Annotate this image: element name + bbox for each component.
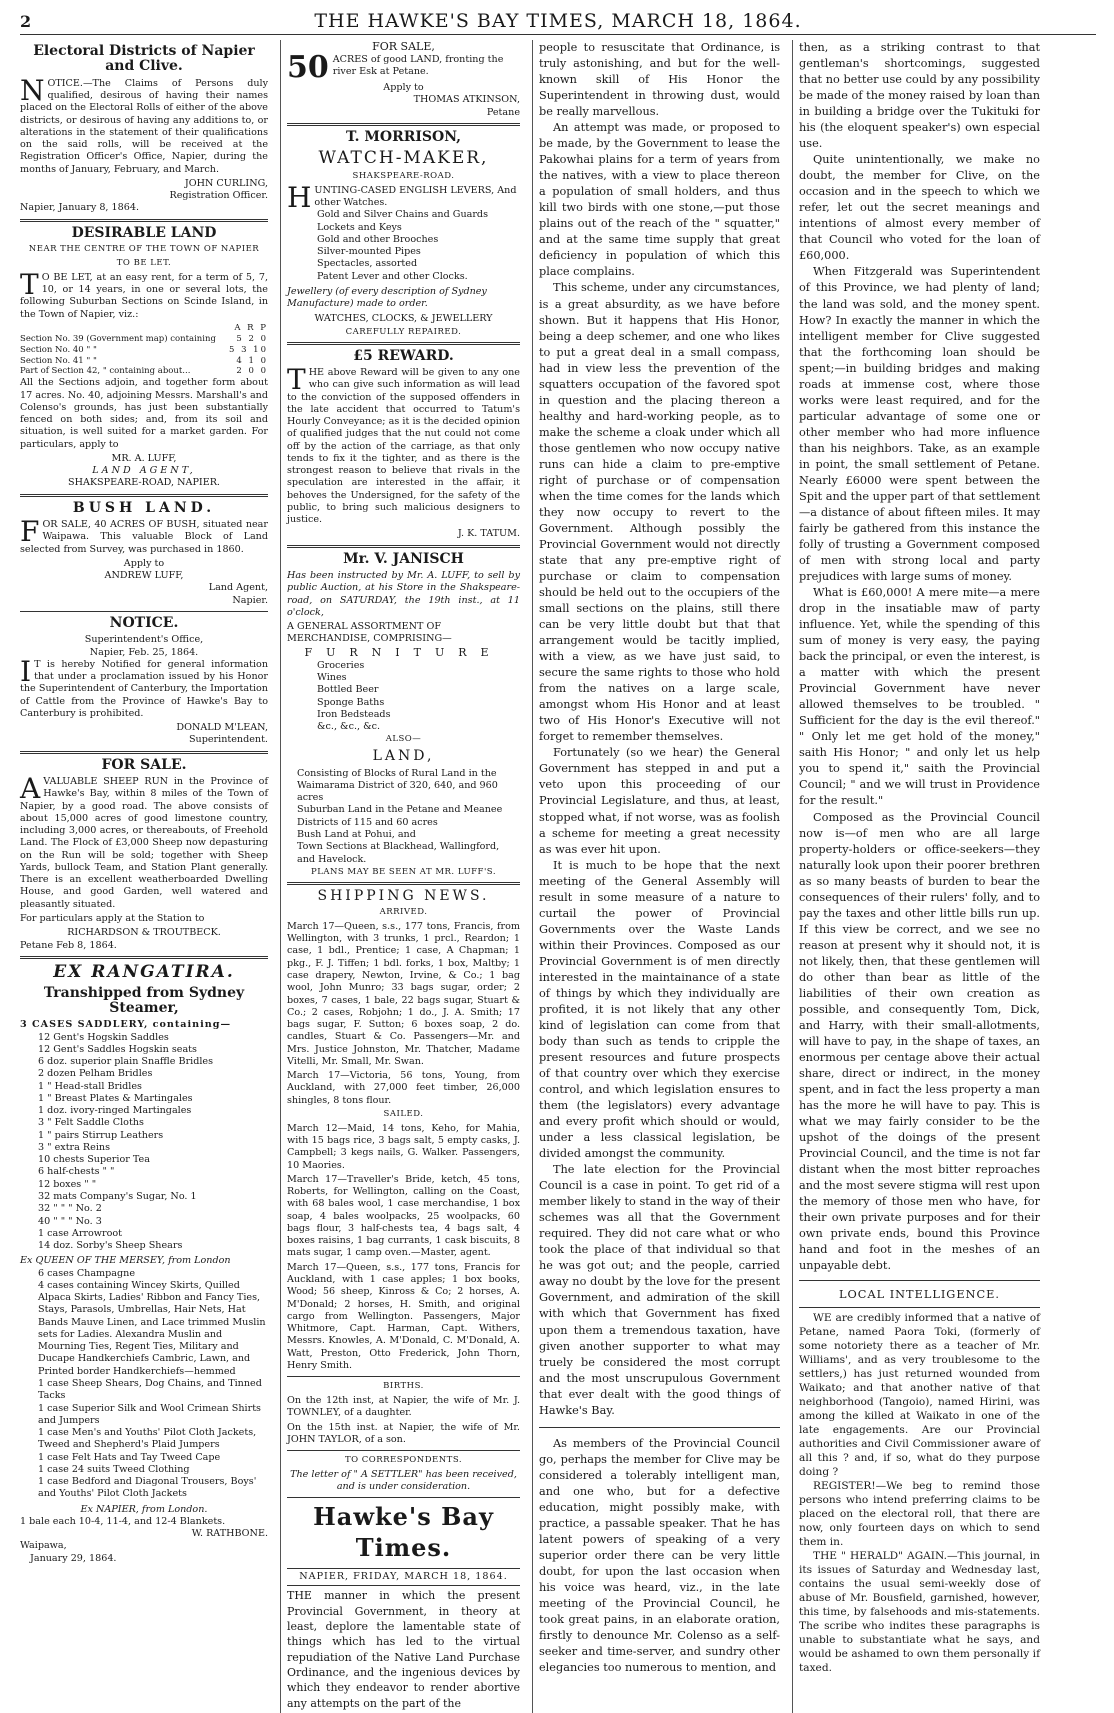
notice-signer: DONALD M'LEAN, xyxy=(176,722,268,734)
column-2 xyxy=(280,40,520,1713)
divider xyxy=(287,1376,520,1377)
goods-item: Bottled Beer xyxy=(317,684,379,696)
list-item: 14 doz. Sorby's Sheep Shears xyxy=(38,1240,183,1252)
morrison-line: Silver-mounted Pipes xyxy=(317,246,421,258)
section-label: Section No. 40 " " xyxy=(20,344,97,355)
list-item: 12 boxes " " xyxy=(38,1178,97,1190)
list-item: 1 " Head-stall Bridles xyxy=(38,1080,142,1092)
rangatira-lead: 3 CASES SADDLERY, containing— xyxy=(20,1019,232,1031)
list-item: 1 case 24 suits Tweed Clothing xyxy=(38,1463,190,1475)
forsale-body2: For particulars apply at the Station to xyxy=(20,913,205,925)
desirable-sub2: TO BE LET. xyxy=(116,257,172,268)
morrison-line: Lockets and Keys xyxy=(317,221,402,233)
agent-name: MR. A. LUFF, xyxy=(111,452,177,464)
shipping-entry: March 12—Maid, 14 tons, Keho, for Mahia, with 15 bags rice, 3 bags salt, 5 empty casks, J. Campbell; 3 kegs nails, G. Walker. Passengers, 10 Maories. xyxy=(287,1122,520,1171)
section-value: 4 1 0 xyxy=(236,355,268,366)
shipping-entry: March 17—Traveller's Bride, ketch, 45 tons, Roberts, for Wellington, calling on the Coast, with 68 bales wool, 1 case merchandise, 1 box soap, 4 bales woolpacks, 25 woolpacks, 60 bags flour, 3 half-chests tea, 4 bags salt, 4 boxes raisins, 1 bag currants, 1 cask biscuits, 8 mats sugar, 1 camp oven.—Master, agent. xyxy=(287,1173,520,1259)
divider xyxy=(287,1568,520,1569)
sections-table xyxy=(20,323,268,377)
divider xyxy=(287,1585,520,1586)
editorial-paragraph: An attempt was made, or proposed to be made, by the Government to lease the Pakowhai plains for a term of years from the natives, with a view to place thereon a population of small holders, and thus kill two birds with one stone,—put those plains out of the reach of the " squatter," and at the same time supply that great deficiency in population of which this place complains. xyxy=(539,121,780,279)
list-item: 32 " " " No. 2 xyxy=(38,1203,102,1215)
land-line: Suburban Land in the Petane and Meanee Districts of 115 and 60 acres xyxy=(297,804,503,828)
desirable-body2: All the Sections adjoin, and together form about 17 acres. No. 40, adjoining Messrs. Marshall's and Colenso's grounds, has just been substantially fenced on both sides; and, from its soil and situation, is well suited for a market garden. For particulars, apply to xyxy=(20,377,268,450)
furniture-label: FURNITURE xyxy=(304,645,503,659)
editorial-paragraph: It is much to be hope that the next meeting of the General Assembly will result in some measure of a nature to curtail the power of Provincial Governments over the Waste Lands within their Provinces. Composed as our Provincial Government is of men directly interested in the maintainance of a state of things by which they individually are profited, it is not likely that any other kind of legislation can come from that body than such as tends to cripple the present resources and future prospects of that country over which they exercise control, and which legislation ensures to them (the legislators) every advantage and every profit which should or would, under a less classical legislation, be divided amongst the community. xyxy=(539,858,780,1161)
morrison-repair: WATCHES, CLOCKS, & JEWELLERY xyxy=(314,313,493,325)
divider xyxy=(287,882,520,885)
rathbone-place: Waipawa, xyxy=(20,1540,67,1552)
agent-role: LAND AGENT, xyxy=(92,465,196,477)
section-label: Section No. 39 (Government map) containing xyxy=(20,333,216,344)
land-label: LAND, xyxy=(372,748,435,765)
list-item: 12 Gent's Saddles Hogskin seats xyxy=(38,1043,197,1055)
list-item: 1 case Felt Hats and Tay Tweed Cape xyxy=(38,1451,221,1463)
forsale2-body: ACRES of good LAND, fronting the river Esk at Petane. xyxy=(332,54,504,78)
bush-apply: Apply to xyxy=(123,557,165,569)
list-item: 6 half-chests " " xyxy=(38,1166,115,1178)
list-item: 2 dozen Pelham Bridles xyxy=(38,1068,153,1080)
local-paragraph: REGISTER!—We beg to remind those persons who intend preferring claims to be placed on the electoral roll, that there are now, only fourteen days on which to send them in. xyxy=(799,1480,1040,1548)
mersey-lead: Ex QUEEN OF THE MERSEY, from London xyxy=(20,1255,231,1267)
forsale2-name: THOMAS ATKINSON, xyxy=(413,94,520,106)
local-paragraph: THE " HERALD" AGAIN.—This journal, in its issues of Saturday and Wednesday last, contains the usual semi-weekly dose of abuse of Mr. Bousfield, garnished, however, this time, by falsehoods and mis-statements. The scribe who indites these paragraphs is unable to substantiate what he says, and would be ashamed to own them personally if taxed. xyxy=(799,1549,1040,1674)
desirable-body: TO BE LET, at an easy rent, for a term of 5, 7, 10, or 14 years, in one or several lots, the following Suburban Sections on Scinde Island, in the Town of Napier, viz.: xyxy=(20,267,268,320)
births-heading: BIRTHS. xyxy=(383,1381,424,1392)
divider xyxy=(20,956,268,959)
divider xyxy=(539,1427,780,1428)
divider xyxy=(20,611,268,612)
editorial-paragraph: people to resuscitate that Ordinance, is truly astonishing, and but for the well-known skill of His Honor the Superintendent in throwing dust, would be really marvellous. xyxy=(539,41,780,119)
land-line: Consisting of Blocks of Rural Land in the Waimarama District of 320, 640, and 960 acres xyxy=(297,767,498,804)
acres-number: 50 xyxy=(287,50,329,86)
electoral-date: Napier, January 8, 1864. xyxy=(20,202,139,214)
local-heading: LOCAL INTELLIGENCE. xyxy=(839,1288,1000,1302)
birth-entry: On the 12th inst, at Napier, the wife of Mr. J. TOWNLEY, of a daughter. xyxy=(287,1394,520,1419)
divider xyxy=(799,1307,1040,1308)
list-item: 10 chests Superior Tea xyxy=(38,1154,150,1166)
forsale2-apply: Apply to xyxy=(383,82,424,94)
list-item: 4 cases containing Wincey Skirts, Quilled Alpaca Skirts, Ladies' Ribbon and Fancy Ties, Stays, Parasols, Umbrellas, Hair Nets, Hat Bands Mauve Linen, and Lace trimmed Muslin sets for Ladies. Alexandra Muslin and Mourning Ties, Regent Ties, Military and Ducape Handkerchiefs Cambric, Lawn, and Printed border Handkerchiefs—hemmed xyxy=(38,1279,266,1377)
table-row xyxy=(20,356,268,367)
column-1 xyxy=(20,40,268,1713)
list-item: 1 case Superior Silk and Wool Crimean Shirts and Jumpers xyxy=(38,1402,261,1426)
list-item: 1 case Men's and Youths' Pilot Cloth Jackets, Tweed and Shepherd's Plaid Jumpers xyxy=(38,1427,257,1451)
list-item: 3 " Felt Saddle Cloths xyxy=(38,1117,144,1129)
desirable-heading: DESIRABLE LAND xyxy=(71,224,217,241)
janisch-intro: Has been instructed by Mr. A. LUFF, to sell by public Auction, at his Store in the Shakspeare-road, on SATURDAY, the 19th inst., at 11 o'clock, xyxy=(287,570,520,618)
land-line: Town Sections at Blackhead, Wallingford, and Havelock. xyxy=(297,841,500,865)
goods-item: &c., &c., &c. xyxy=(317,721,381,733)
notice-body: IT is hereby Notified for general information that under a proclamation issued by his Honor the Superintendent of Canterbury, the Importation of Cattle from the Province of Hawke's Bay to Canterbury is prohibited. xyxy=(20,654,268,719)
bush-heading: BUSH LAND. xyxy=(72,499,216,516)
bush-role: Land Agent, xyxy=(208,582,268,594)
editorial-dateline: NAPIER, FRIDAY, MARCH 18, 1864. xyxy=(299,1570,508,1582)
napier-item: 1 bale each 10-4, 11-4, and 12-4 Blankets. xyxy=(20,1515,226,1527)
list-item: 1 doz. ivory-ringed Martingales xyxy=(38,1105,192,1117)
column-3 xyxy=(532,40,780,1713)
morrison-trade: WATCH-MAKER, xyxy=(318,148,489,169)
editorial-paragraph: When Fitzgerald was Superintendent of this Province, we had plenty of land; the land was sold, and the money spent. How? In exactly the manner in which the intelligent member for Clive suggested that the forthcoming loan should be spent;—in building bridges and making roads at immense cost, where those works were least required, and for the particular advantage of some one or other member who had more influence than his neighbors. Take, as an example in point, the small settlement of Petane. Nearly £6000 were spent between the Spit and the upper part of that settlement—a distance of about fifteen miles. It may fairly be gathered from this instance the folly of trusting a Government composed of men with strong local and party prejudices with large sums of money. xyxy=(799,265,1040,584)
mersey-items xyxy=(20,1268,268,1501)
local-paragraph: WE are credibly informed that a native of Petane, named Paora Toki, (formerly of some notoriety there as a teacher of Mr. Williams', and as very troublesome to the settlers,) has just returned wounded from Waikato; and that another native of that neighborhood (Tangoio), named Hirini, was among the killed at Waikato in one of the late engagements. Are our Provincial authorities and Civil Commissioner aware of all this ? and, if so, what do they purpose doing ? xyxy=(799,1312,1040,1479)
morrison-note: Jewellery (of every description of Sydney Manufacture) made to order. xyxy=(287,285,487,310)
shipping-entry: March 17—Queen, s.s., 177 tons, Francis, from Wellington, with 3 trunks, 1 prcl., Reardon; 1 case, 1 bdl., Prentice; 1 case, A Chapman; 1 pkg., F. J. Tiffen; 1 bdl. forks, 1 box, Maltby; 1 case drapery, Newton, Irvine, & Co.; 1 bag wool, John Munro; 33 bags sugar, order; 2 boxes, 7 cases, 1 bale, 22 bags sugar, Stuart & Co.; 2 cases, Robjohn; 1 do., J. A. Smith; 17 bags sugar, F. Sutton; 6 boxes soap, 2 do. candles, Stuart & Co. Passengers—Mr. and Mrs. Justice Johnston, Mr. Thatcher, Madame Vitelli, Mr. Small, Mr. Swan. xyxy=(287,920,520,1067)
divider xyxy=(20,751,268,754)
land-line: Bush Land at Pohui, and xyxy=(297,828,416,840)
divider xyxy=(20,219,268,222)
list-item: 1 " Breast Plates & Martingales xyxy=(38,1092,193,1104)
forsale-body: AVALUABLE SHEEP RUN in the Province of Hawke's Bay, within 8 miles of the Town of Napier, by a good road. The above consists of about 15,000 acres of good limestone country, including 3,000 acres, or thereabouts, of Freehold Land. The Flock of £3,000 Sheep now depasturing on the Run will be sold; together with Sheep Yards, bullock Team, and Station Plant generally. There is an excellent weatherboarded Dwelling House, and good Garden, well watered and pleasantly situated. xyxy=(20,772,268,910)
shipping-entry: March 17—Queen, s.s., 177 tons, Francis for Auckland, with 1 case apples; 1 box books, Wood; 56 sheep, Kinross & Co; 2 horses, A. M'Donald; 2 horses, H. Smith, and original cargo from Wellington. Passengers, Major Whitmore, Capt. Harman, Capt. Withers, Messrs. Knowles, A. M'Donald, C. M'Donald, A. Watt, Preston, Otto Frederick, John Thorn, Henry Smith. xyxy=(287,1261,520,1371)
divider xyxy=(20,494,268,497)
sailed-label: SAILED. xyxy=(383,1108,424,1119)
editorial-paragraph: then, as a striking contrast to that gentleman's shortcomings, suggested that no better use could by any possibility be made of the money raised by loan than in building a bridge over the Tukituki for his (the eloquent speaker's) own especial use. xyxy=(799,41,1040,151)
morrison-line: Gold and Silver Chains and Guards xyxy=(317,209,488,221)
electoral-notice: NOTICE.—The Claims of Persons duly qualified, desirous of having their names placed on the Electoral Rolls of either of the above districts, or desirous of having any additions to, or alterations in the statement of their qualifications on the said rolls, will be received at the Registration Officer's Office, Napier, during the months of January, February, and March. xyxy=(20,73,268,175)
goods-item: Iron Bedsteads xyxy=(317,708,391,720)
correspondents-body: The letter of " A SETTLER" has been received, and is under consideration. xyxy=(290,1468,517,1493)
editorial-paragraph: As members of the Provincial Council go, perhaps the member for Clive may be considered a tolerably intelligent man, and one who, but for a defective education, might possibly make, with practice, a passable speaker. That he has latent powers of speaking of a very superior order there can be very little doubt, for upon the last occasion when his voice was heard, viz., in the late meeting of the Provincial Council, he took great pains, in an elaborate oration, firstly to denounce Mr. Colenso as a self-seeker and time-server, and sundry other elegancies too numerous to mention, and xyxy=(539,1436,780,1675)
rangatira-subheading: Transhipped from Sydney Steamer, xyxy=(43,984,245,1016)
napier-lead: Ex NAPIER, from London. xyxy=(80,1503,208,1515)
divider xyxy=(287,1497,520,1498)
rangatira-heading: EX RANGATIRA. xyxy=(53,961,235,982)
units-header: A R P xyxy=(234,322,268,333)
list-item: 6 doz. superior plain Snaffle Bridles xyxy=(38,1056,214,1068)
section-label: Part of Section 42, " containing about... xyxy=(20,366,191,377)
janisch-heading: Mr. V. JANISCH xyxy=(343,550,464,567)
morrison-line: Spectacles, assorted xyxy=(317,258,418,270)
divider xyxy=(287,123,520,126)
rangatira-items xyxy=(20,1032,268,1253)
morrison-line: Gold and other Brooches xyxy=(317,233,439,245)
list-item: 3 " extra Reins xyxy=(38,1141,110,1153)
editorial-paragraph: What is £60,000! A mere mite—a mere drop in the insatiable maw of party influence. Yet, while the spending of this sum of money is very easy, the paying back the principal, or even the interest, is a matter with which the present Provincial Government have never allowed themselves to be troubled. " Sufficient for the day is the evil thereof." " Only let me get hold of the money," saith His Honor; " and only let us help you to spend it," saith the Provincial Council; " and we will trust in Providence for the result." xyxy=(799,586,1040,808)
goods-item: Wines xyxy=(317,672,347,684)
bush-body: FOR SALE, 40 ACRES OF BUSH, situated near Waipawa. This valuable Block of Land selected from Survey, was purchased in 1860. xyxy=(20,515,268,555)
plans-note: PLANS MAY BE SEEN AT MR. LUFF'S. xyxy=(310,866,497,877)
forsale2-heading: FOR SALE, xyxy=(372,40,435,53)
editorial-masthead: Hawke's Bay Times. xyxy=(313,1502,494,1563)
notice-heading: NOTICE. xyxy=(109,614,179,631)
goods-item: Sponge Baths xyxy=(317,696,385,708)
notice-signer-title: Superintendent. xyxy=(188,734,268,746)
divider xyxy=(287,342,520,345)
agent-address: SHAKSPEARE-ROAD, NAPIER. xyxy=(68,477,220,489)
list-item: 1 case Arrowroot xyxy=(38,1227,122,1239)
morrison-repair-sub: CAREFULLY REPAIRED. xyxy=(345,326,462,337)
notice-office: Superintendent's Office, xyxy=(84,634,204,646)
table-row xyxy=(20,334,268,345)
list-item: 1 case Bedford and Diagonal Trousers, Boys' and Youths' Pilot Cloth Jackets xyxy=(38,1476,257,1500)
electoral-signer-title: Registration Officer. xyxy=(169,190,268,202)
reward-heading: £5 REWARD. xyxy=(353,347,454,364)
rathbone-signer: W. RATHBONE. xyxy=(191,1528,268,1540)
notice-office-date: Napier, Feb. 25, 1864. xyxy=(89,646,199,658)
newspaper-title: THE HAWKE'S BAY TIMES, MARCH 18, 1864. xyxy=(314,10,802,32)
section-label: Section No. 41 " " xyxy=(20,355,97,366)
page-number: 2 xyxy=(20,11,32,31)
shipping-entry: March 17—Victoria, 56 tons, Young, from Auckland, with 27,000 feet timber, 26,000 shingles, 8 tons flour. xyxy=(287,1070,520,1106)
editorial-body: THE manner in which the present Provincial Government, in theory at least, deplore the lamentable state of things which has led to the virtual repudiation of the Native Land Purchase Ordinance, and the ingenious devices by which they endeavor to render abortive any attempts on the part of the xyxy=(287,1589,520,1710)
table-row xyxy=(20,345,268,356)
electoral-heading: Electoral Districts of Napier and Clive. xyxy=(33,43,255,75)
section-value: 5 3 10 xyxy=(228,344,268,355)
divider xyxy=(287,545,520,548)
forsale-heading: FOR SALE. xyxy=(101,756,187,773)
masthead xyxy=(20,8,1096,35)
editorial-paragraph: Fortunately (so we hear) the General Government has stepped in and put a veto upon this proceeding of our Provincial Legislature, and thus, at least, stopped what, if not worse, was as foolish a scheme for meeting a great necessity as was ever hit upon. xyxy=(539,746,780,856)
bush-name: ANDREW LUFF, xyxy=(104,570,184,582)
list-item: 1 " pairs Stirrup Leathers xyxy=(38,1129,164,1141)
list-item: 32 mats Company's Sugar, No. 1 xyxy=(38,1191,197,1202)
morrison-line: Patent Lever and other Clocks. xyxy=(317,270,468,282)
bush-place: Napier. xyxy=(232,594,268,606)
reward-signer: J. K. TATUM. xyxy=(457,528,520,540)
editorial-paragraph: Composed as the Provincial Council now is—of men who are all large property-holders or office-seekers—they naturally look upon their poorer brethren as so many beasts of burden to bear the consequences of their rulers' folly, and to pay the taxes and other little bills run up. If this view be correct, and we see no reason at present why it should not, it is not likely, then, that these gentlemen will do other than bear as little of the liabilities of their own creation as possible, and consequently Tom, Dick, and Harry, with their small-allotments, will have to pay, in the shape of taxes, an enormous per centage above their actual share, direct or indirect, in the money spent, and in fact the less property a man has the more he will have to pay. This is what we may fairly consider to be the upshot of the doings of the present Provincial Council, and the time is not far distant when the most bitter reproaches and the most severe stigma will rest upon the memory of those men who have, for their own private purposes and for their own private ends, bound this Province hand and foot in the meshes of an unpayable debt. xyxy=(799,810,1040,1273)
column-4 xyxy=(792,40,1040,1713)
desirable-sub: NEAR THE CENTRE OF THE TOWN OF NAPIER xyxy=(28,244,260,255)
list-item: 12 Gent's Hogskin Saddles xyxy=(38,1031,169,1043)
section-value: 5 2 0 xyxy=(236,333,268,344)
also-label: ALSO— xyxy=(385,734,422,745)
reward-body: THE above Reward will be given to any one who can give such information as will lead to the conviction of the supposed offenders in the late accident that occurred to Tatum's Hourly Conveyance; as it is the decided opinion of qualified judges that the nut could not come off by the action of the carriage, as that only tends to fix it the tighter, and as there is the strongest reason to believe that rivals in the speculation are interested in the affair, it behoves the Undersigned, for the safety of the public, to bring such malicious designers to justice. xyxy=(287,363,520,526)
correspondents-heading: TO CORRESPONDENTS. xyxy=(344,1455,463,1466)
forsale-name: RICHARDSON & TROUTBECK. xyxy=(67,927,221,939)
birth-entry: On the 15th inst. at Napier, the wife of Mr. JOHN TAYLOR, of a son. xyxy=(287,1421,520,1445)
arrived-label: ARRIVED. xyxy=(379,907,428,918)
editorial-paragraph: The late election for the Provincial Council is a case in point. To get rid of a member likely to stand in the way of their schemes was all that the Government required. They did not care what or who took the place of that individual so that he was got out; and the people, carried away no doubt by the love for the present Government, and admiration of the skill with which that Government has fixed upon them a tremendous taxation, have given another supporter to what may truely be considered the most corrupt and the most unscrupulous Government that ever dealt with the good things of Hawke's Bay. xyxy=(539,1163,780,1417)
divider xyxy=(287,1450,520,1451)
shipping-heading: SHIPPING NEWS. xyxy=(317,887,490,904)
forsale2-place: Petane xyxy=(486,106,520,118)
columns xyxy=(20,40,1096,1710)
editorial-paragraph: Quite unintentionally, we make no doubt, the member for Clive, on the occasion and in the speech to which we refer, let out the secret meanings and intentions of almost every member of that Council who voted for the loan of £60,000. xyxy=(799,153,1040,263)
electoral-signer: JOHN CURLING, xyxy=(184,177,268,189)
morrison-name: T. MORRISON, xyxy=(346,128,461,145)
editorial-paragraph: This scheme, under any circumstances, is a great absurdity, as we have before shown. But it happens that His Honor, being a deep schemer, and one who likes to put a great deal in a small compass, had in view less the prevention of the squatters occupation of the favored spot in question and the placing thereon a healthy and hard-working people, as to make the scheme a cloak under which all those gentlemen who now occupy native runs can hide a claim to pre-emptive right of purchase or of compensation when the time comes for the lands which they now occupy to revert to the Government. Although possibly the Provincial Government would not directly state that any pre-emptive right of purchase or claim to compensation should be held out to the occupiers of the small sections on the plains, still there can be very little doubt but that that arrangement would be tacitly implied, with a view, as we have just said, to secure the same rights to those who hold from the natives on a large scale, amongst whom His Honor and at least two of His Honor's Executive will not forget to remember themselves. xyxy=(539,281,780,744)
goods-item: Groceries xyxy=(317,659,365,671)
list-item: 1 case Sheep Shears, Dog Chains, and Tinned Tacks xyxy=(38,1377,262,1402)
section-value: 2 0 0 xyxy=(236,366,268,377)
table-row xyxy=(20,366,268,377)
list-item: 6 cases Champagne xyxy=(38,1267,136,1279)
forsale-date: Petane Feb 8, 1864. xyxy=(20,939,117,951)
janisch-lead: A GENERAL ASSORTMENT OF MERCHANDISE, COMPRISING— xyxy=(287,621,452,645)
rathbone-date: January 29, 1864. xyxy=(30,1552,117,1564)
morrison-line: HUNTING-CASED ENGLISH LEVERS, And other Watches. xyxy=(287,180,517,214)
list-item: 40 " " " No. 3 xyxy=(38,1215,102,1227)
morrison-address: SHAKSPEARE-ROAD. xyxy=(352,170,455,181)
divider xyxy=(799,1280,1040,1281)
